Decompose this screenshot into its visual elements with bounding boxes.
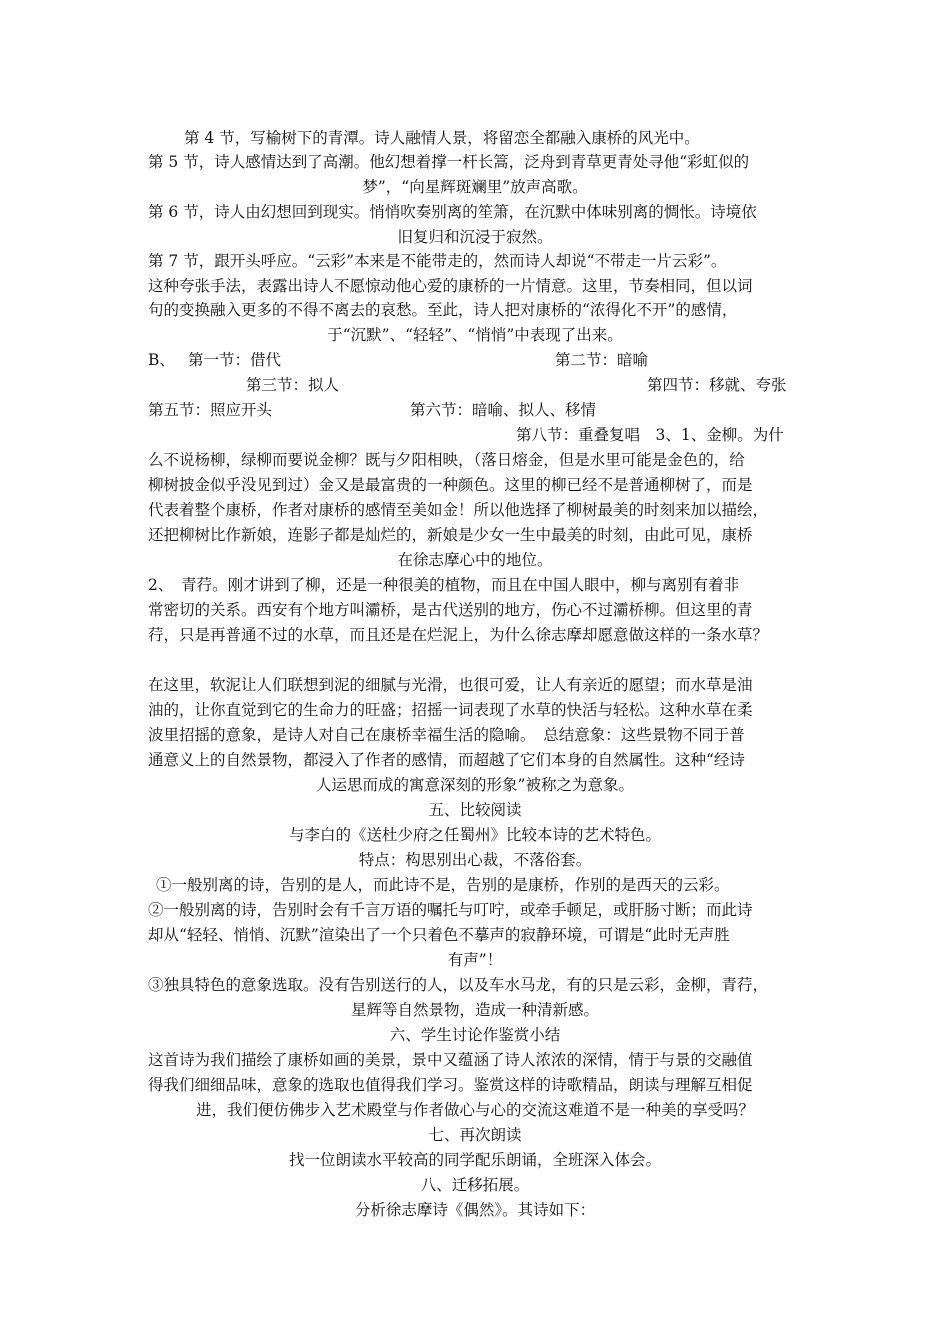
text-line: 第二节：暗喻	[555, 351, 649, 369]
text-line: 旧复归和沉浸于寂然。	[397, 228, 553, 246]
text-line: 梦”，“向星辉斑斓里”放声高歌。	[362, 178, 588, 196]
text-line: 第八节：重叠复唱 3、1、金柳。为什	[516, 426, 784, 444]
text-line: ①一般别离的诗，告别的是人，而此诗不是，告别的是康桥，作别的是西天的云彩。	[156, 876, 730, 894]
text-line: 第 6 节，诗人由幻想回到现实。悄悄吹奏别离的笙箫，在沉默中体味别离的惆怅。诗境依	[148, 203, 757, 221]
section-heading: 七、再次朗读	[428, 1126, 522, 1144]
text-line: 于“沉默”、“轻轻”、“悄悄”中表现了出来。	[327, 326, 623, 344]
text-line: 第 4 节，写榆树下的青潭。诗人融情人景，将留恋全都融入康桥的风光中。	[184, 129, 700, 147]
text-line: 油的，让你直觉到它的生命力的旺盛；招摇一词表现了水草的快活与轻松。这种水草在柔	[148, 701, 753, 719]
text-line: 在徐志摩心中的地位。	[397, 551, 553, 569]
text-line: 找一位朗读水平较高的同学配乐朗诵，全班深入体会。	[288, 1151, 661, 1169]
text-line: 却从“轻轻、悄悄、沉默”渲染出了一个只着色不摹声的寂静环境，可谓是“此时无声胜	[148, 926, 730, 944]
text-line: 人运思而成的寓意深刻的形象”被称之为意象。	[316, 776, 634, 794]
text-line: 么不说杨柳，绿柳而要说金柳？既与夕阳相映，（落日熔金，但是水里可能是金色的，给	[148, 451, 745, 469]
section-heading: 八、迁移拓展。	[420, 1176, 530, 1194]
text-line: 第一节：借代	[188, 351, 282, 369]
text-line: 有声”！	[447, 951, 503, 969]
section-heading: 六、学生讨论作鉴赏小结	[389, 1026, 561, 1044]
text-line: 句的变换融入更多的不得不离去的哀愁。至此，诗人把对康桥的“浓得化不开”的感情，	[148, 301, 738, 319]
section-heading: 五、比较阅读	[428, 801, 522, 819]
text-line: 在这里，软泥让人们联想到泥的细腻与光滑，也很可爱，让人有亲近的愿望；而水草是油	[148, 676, 753, 694]
text-line: 2、 青荇。刚才讲到了柳，还是一种很美的植物，而且在中国人眼中，柳与离别有着非	[148, 576, 740, 594]
text-line: 第五节：照应开头	[148, 401, 273, 419]
text-line: 星辉等自然景物，造成一种清新感。	[350, 1001, 599, 1019]
text-line: 与李白的《送杜少府之任蜀州》比较本诗的艺术特色。	[288, 826, 661, 844]
text-line: 特点：构思别出心裁，不落俗套。	[358, 851, 592, 869]
text-line: 第四节：移就、夸张	[647, 376, 787, 394]
text-line: 波里招摇的意象，是诗人对自己在康桥幸福生活的隐喻。 总结意象：这些景物不同于普	[148, 726, 745, 744]
text-line: 这种夸张手法，表露出诗人不愿惊动他心爱的康桥的一片情意。这里，节奏相同，但以词	[148, 277, 753, 295]
text-line: 代表着整个康桥，作者对康桥的感情至美如金！所以他选择了柳树最美的时刻来加以描绘，	[148, 501, 769, 519]
text-line: 得我们细细品味，意象的选取也值得我们学习。鉴赏这样的诗歌精品，朗读与理解互相促	[148, 1076, 753, 1094]
text-line: 第三节：拟人	[246, 376, 340, 394]
text-line: 第 7 节，跟开头呼应。“云彩”本来是不能带走的，然而诗人却说“不带走一片云彩”。	[148, 252, 727, 270]
text-line: 进，我们便仿佛步入艺术殿堂与作者做心与心的交流这难道不是一种美的享受吗？	[195, 1101, 754, 1119]
text-line: 第 5 节，诗人感情达到了高潮。他幻想着撑一杆长篙，泛舟到青草更青处寻他“彩虹似的	[148, 153, 750, 171]
text-line: ②一般别离的诗，告别时会有千言万语的嘱托与叮咛，或牵手顿足，或肝肠寸断；而此诗	[148, 901, 753, 919]
text-line: 荇，只是再普通不过的水草，而且还是在烂泥上，为什么徐志摩却愿意做这样的一条水草？	[148, 626, 769, 644]
text-line: ③独具特色的意象选取。没有告别送行的人，以及车水马龙，有的只是云彩，金柳，青荇，	[148, 976, 769, 994]
text-line: 这首诗为我们描绘了康桥如画的美景，景中又蕴涵了诗人浓浓的深情，情于与景的交融值	[148, 1051, 753, 1069]
text-line: 还把柳树比作新娘，连影子都是灿烂的，新娘是少女一生中最美的时刻，由此可见，康桥	[148, 526, 753, 544]
text-line: 通意义上的自然景物，都浸入了作者的感情，而超越了它们本身的自然属性。这种“经诗	[148, 751, 745, 769]
list-label: B、	[148, 351, 175, 369]
text-line: 分析徐志摩诗《偶然》。其诗如下：	[354, 1201, 596, 1219]
text-line: 常密切的关系。西安有个地方叫灞桥，是古代送别的地方，伤心不过灞桥柳。但这里的青	[148, 601, 753, 619]
text-line: 第六节：暗喻、拟人、移情	[410, 401, 597, 419]
text-line: 柳树披金似乎没见到过）金又是最富贵的一种颜色。这里的柳已经不是普通柳树了，而是	[148, 476, 753, 494]
